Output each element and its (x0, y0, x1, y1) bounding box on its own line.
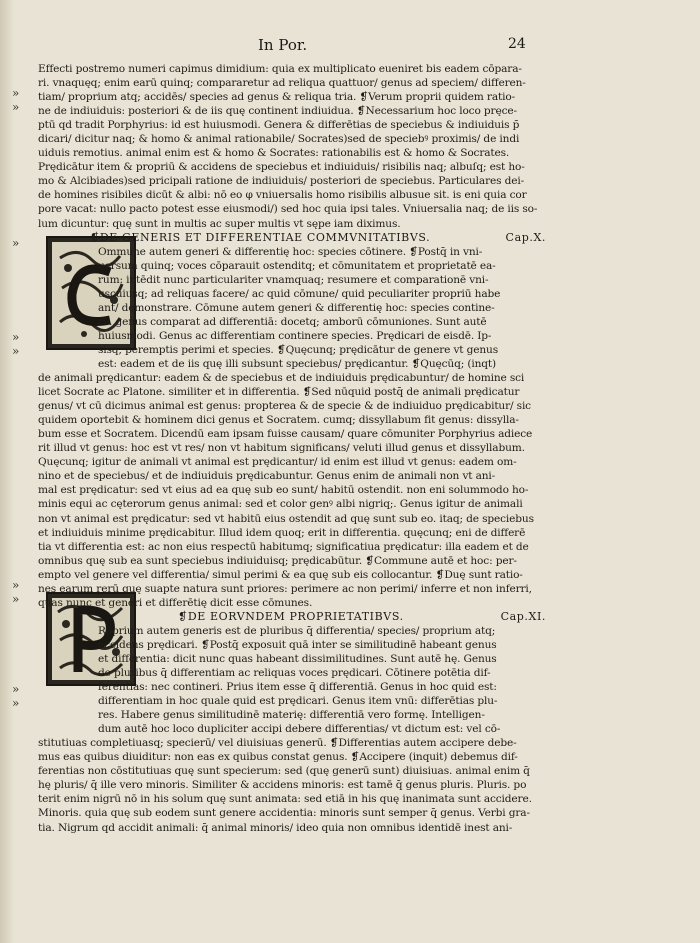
text-line: res. Habere genus similitudinē materię: differentiā vero formę. Intelligen- (98, 709, 485, 722)
text-line: Ommune autem generi & differentię hoc: species cōtinere. ❡Postq̄ in vni- (98, 245, 483, 258)
text-line: Quęcunq; igitur de animali vt animal est prędicantur/ id enim est illud vt genus: eadem om- (38, 456, 517, 469)
text-line: et differentia: dicit nunc quas habeant dissimilitudines. Sunt autē hę. Genus (98, 652, 497, 665)
section-heading-title: ❡DE EORVNDEM PROPRIETATIBVS. (178, 609, 404, 623)
text-line: de pluribus q̄ differentiam ac reliquas voces prędicari. Cōtinere potētia dif- (98, 667, 491, 680)
section-heading-10 (38, 231, 546, 245)
chapter-number: Cap.X. (505, 230, 546, 244)
marginal-mark: » (12, 236, 20, 250)
text-line: dum autē hoc loco dupliciter accipi debere differentias/ vt dictum est: vel cō- (98, 723, 501, 736)
text-line: uersum quinq; voces cōparauit ostenditq; et cōmunitatem et proprietatē ea- (98, 259, 496, 272)
marginal-mark: » (12, 344, 20, 358)
running-head: In Por. (258, 36, 308, 54)
text-line: mal est prędicatur: sed vt eius ad ea quę sub eo sunt/ habitū ostendit. non eni solummodo ho- (38, 484, 529, 497)
text-line: non vt animal est prędicatur: sed vt habitū eius ostendit ad quę sunt sub eo. itaq; de speciebus (38, 512, 534, 525)
marginal-mark: » (12, 100, 20, 114)
text-line: huiusmodi. Genus ac differentiam continere species. Prędicari de eisdē. Ip- (98, 329, 492, 342)
text-line: empto vel genere vel differentia/ simul perimi & ea quę sub eis collocantur. ❡Duę sunt ratio- (38, 568, 523, 581)
text-line: pore vacat: nullo pacto potest esse eiusmodi/) sed hoc quia ipsi tales. Vniuersalia naq; de iis so- (38, 203, 538, 216)
text-line: ant/ demonstrare. Cōmune autem generi & differentię hoc: species contine- (98, 301, 495, 314)
text-line: nino et de speciebus/ et de indiuiduis prędicabuntur. Genus enim de animali non vt ani- (38, 470, 496, 483)
text-line: ferentias non cōstitutiuas quę sunt specierum: sed (quę generū sunt) diuisiuas. animal enim q̄ (38, 765, 530, 778)
text-line: uscuiusq; ad reliquas facere/ ac quid cōmune/ quid peculiariter propriū habe (98, 287, 501, 300)
text-line: quas nunc et generi et differētię dicit esse cōmunes. (38, 596, 313, 609)
text-line: minis equi ac cęterorum genus animal: sed et color genꝰ albi nigriq;. Genus igitur de animali (38, 498, 523, 511)
text-line: rit illud vt genus: hoc est vt res/ non vt habitum significans/ veluti illud genus et dissyllabum. (38, 442, 525, 455)
text-line: re. genus comparat ad differentiā: docetq; amborū cōmuniones. Sunt autē (98, 315, 487, 328)
text-line: tiam/ proprium atq; accidēs/ species ad genus & reliqua tria. ❡Verum proprii quidem ratio- (38, 91, 515, 104)
page-header (0, 36, 700, 56)
text-line: sisq; peremptis perimi et species. ❡Quęcunq; prędicātur de genere vt genus (98, 343, 498, 356)
marginal-mark: » (12, 86, 20, 100)
text-line: ferentias: nec contineri. Prius item esse q̄ differentiā. Genus in hoc quid est: (98, 681, 497, 694)
section-heading-11 (38, 610, 546, 624)
text-line: genus/ vt cū dicimus animal est genus: propterea & de specie & de indiuiduo prędicabitur/ sic (38, 400, 531, 413)
text-line: ptū qd tradit Porphyrius: id est huiusmodi. Genera & differētias de speciebus & indiuiduis p̄ (38, 119, 520, 132)
page-gutter-shadow (0, 0, 14, 943)
text-line: Roprium autem generis est de pluribus q̄ differentia/ species/ proprium atq; (98, 624, 496, 637)
text-line: tia vt differentia est: ac non eius respectū habitumq; significatiua prędicatur: illa eadem et de (38, 540, 529, 553)
marginal-mark: » (12, 578, 20, 592)
text-line: terit enim nigrū nō in his solum quę sunt animata: sed etiā in his quę inanimata sunt accidere. (38, 793, 532, 806)
text-line: dicari/ dicitur naq; & homo & animal rationabile/ Socrates)sed de speciebꝰ proximis/ de indi (38, 133, 520, 146)
text-line: rum: intēdit nunc particulariter vnamquaq; resumere et comparationē vni- (98, 273, 489, 286)
marginal-mark: » (12, 696, 20, 710)
text-line: et indiuiduis minime prędicabitur. Illud idem quoq; erit in differentia. quęcunq; eni de differē (38, 526, 526, 539)
text-line: ri. vnaquęq; enim earū quinq; compararetur ad reliqua quattuor/ genus ad speciem/ differen- (38, 77, 526, 90)
text-line: Prędicātur item & propriū & accidens de speciebus et indiuiduis/ risibilis naq; albuſq; est ho- (38, 161, 525, 174)
text-line: tia. Nigrum qd accidit animali: q̄ animal minoris/ ideo quia non omnibus identidē inest ani- (38, 821, 513, 834)
text-line: omnibus quę sub ea sunt speciebus indiuiduisq; prędicabūtur. ❡Commune autē et hoc: per- (38, 554, 517, 567)
text-line: licet Socrate ac Platone. similiter et in differentia. ❡Sed nūquid postq̄ de animali prędicatur (38, 386, 520, 399)
text-line: Minoris. quia quę sub eodem sunt genere accidentia: minoris sunt semper q̄ genus. Verbi gra- (38, 807, 530, 820)
text-line: stitutiuas completiuasq; specierū/ vel diuisiuas generū. ❡Differentias autem accipere debe- (38, 737, 517, 750)
text-line: Effecti postremo numeri capimus dimidium: quia ex multiplicato eueniret bis eadem cōpara- (38, 63, 522, 75)
text-line: de homines risibiles dicūt & albi: nō eo φ vniuersalis homo risibilis albusue sit. is eni quia cor (38, 189, 527, 202)
text-line: ne de indiuiduis: posteriori & de iis quę continent indiuidua. ❡Necessarium hoc loco pręce- (38, 105, 517, 118)
text-line: bum esse et Socratem. Dicendū eam ipsam fuisse causam/ quare cōmuniter Porphyrius adiece (38, 428, 533, 441)
text-line: lum dicuntur: quę sunt in multis ac super multis vt sępe iam diximus. (38, 217, 401, 230)
text-line: differentiam in hoc quale quid est prędicari. Genus item vnū: differētias plu- (98, 695, 498, 708)
marginal-mark: » (12, 592, 20, 606)
text-line: accidens prędicari. ❡Postq̄ exposuit quā inter se similitudinē habeant genus (98, 638, 497, 651)
section-heading-title: ❡DE GENERIS ET DIFFERENTIAE COMMVNITATIBVS. (90, 230, 431, 244)
text-line: mo & Alcibiades)sed pricipali ratione de indiuiduis/ posteriori de speciebus. Particulares dei- (38, 175, 525, 188)
text-line: est: eadem et de iis quę illi subsunt speciebus/ prędicantur. ❡Quęcūq; (inqt) (98, 357, 496, 370)
text-line: quidem oportebit & hominem dici genus et Socratem. cumq; dissyllabum fit genus: dissylla- (38, 414, 519, 427)
text-line: hę pluris/ q̄ ille vero minoris. Similiter & accidens minoris: est tamē q̄ genus pluris. Pluris. po (38, 779, 527, 792)
folio-number: 24 (508, 36, 526, 52)
marginal-mark: » (12, 682, 20, 696)
main-text-block (38, 62, 546, 835)
chapter-number: Cap.XI. (500, 609, 546, 623)
marginal-mark: » (12, 330, 20, 344)
text-line: de animali prędicantur: eadem & de speciebus et de indiuiduis prędicabuntur/ de homine sci (38, 372, 525, 385)
text-line: mus eas quibus diuiditur: non eas ex quibus constat genus. ❡Accipere (inquit) debemus dif- (38, 751, 518, 764)
text-line: nes earum rerū quę suapte natura sunt priores: perimere ac non perimi/ inferre et non inferri, (38, 582, 532, 595)
text-line: uiduis remotius. animal enim est & homo & Socrates: rationabilis est & homo & Socrates. (38, 147, 510, 160)
